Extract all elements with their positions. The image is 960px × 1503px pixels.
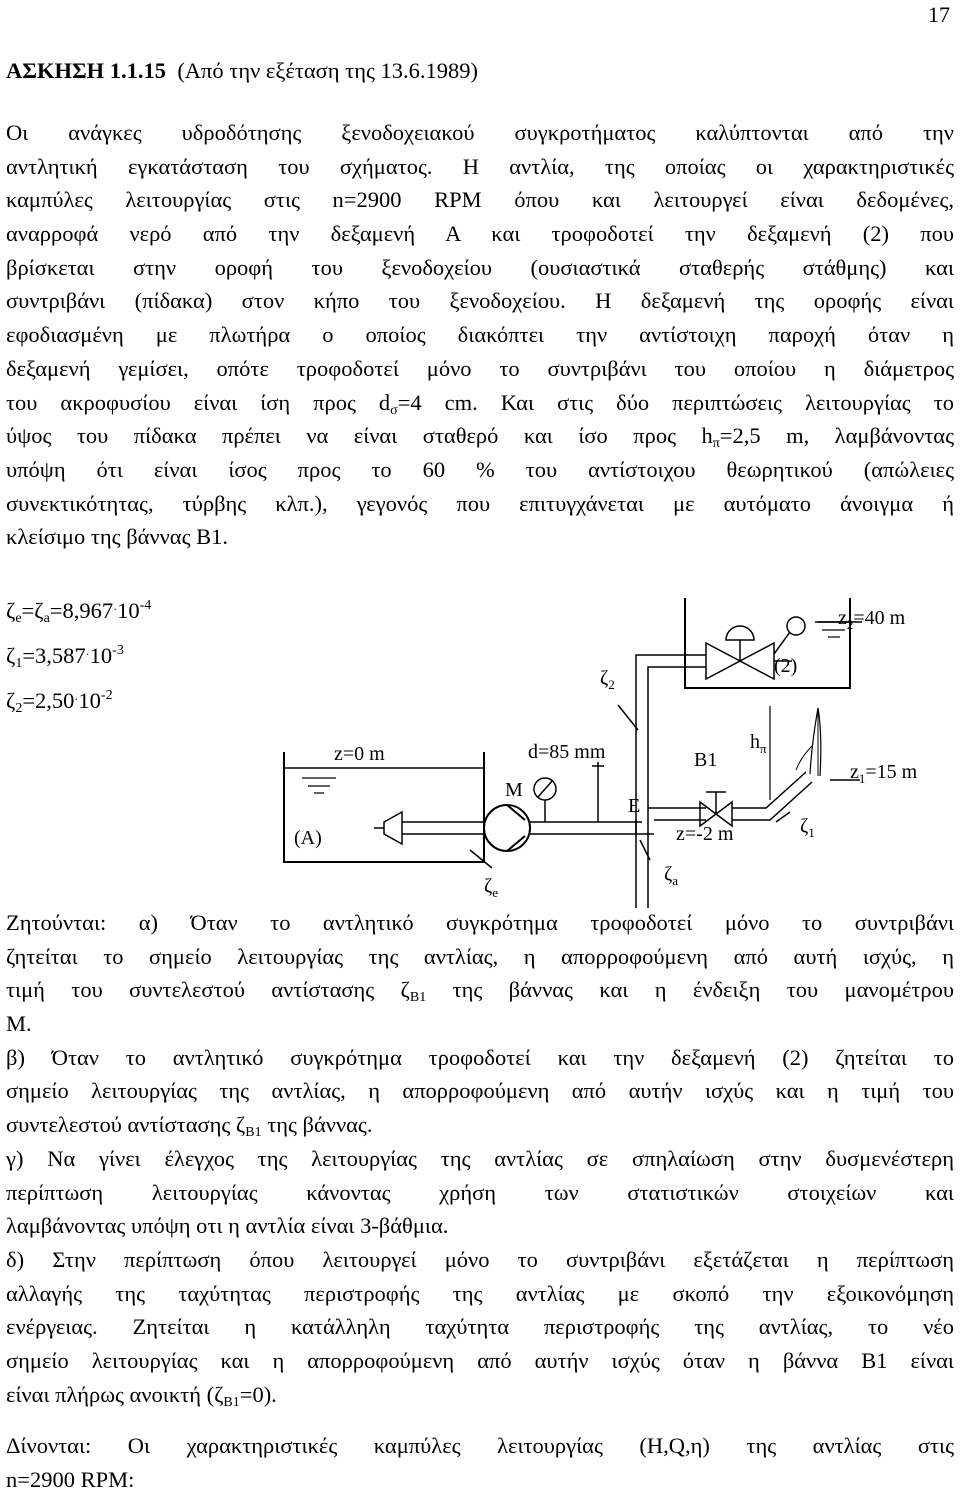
intro-line: αναρροφά νερό από την δεξαμενή Α και τροφοδοτεί την δεξαμενή (2) που	[6, 221, 954, 247]
label-z0: z=0 m	[334, 743, 385, 765]
pump	[484, 805, 530, 851]
question-line: ενέργειας. Ζητείται η κατάλληλη ταχύτητα περιστροφής της αντλίας, το νέο	[6, 1314, 954, 1340]
fountain-pipe	[732, 772, 806, 808]
label-tank-2: (2)	[774, 655, 798, 677]
roof-tank	[685, 598, 850, 688]
coef-zeta-e: $\zeta_e=\zeta_a=8,967^\cdot 10^{-4}$	[6, 598, 152, 626]
intro-line: εφοδιασμένη με πλωτήρα ο οποίος διακόπτει την αντίστοιχη παροχή όταν η	[6, 322, 954, 348]
question-line: δ) Στην περίπτωση όπου λειτουργεί μόνο το συντριβάνι εξετάζεται η περίπτωση	[6, 1246, 954, 1272]
coef-zeta-2: $\zeta_2=2,50^\cdot 10^{-2}$	[6, 688, 113, 716]
question-line: n=2900 RPM:	[6, 1467, 135, 1492]
question-line: είναι πλήρως ανοικτή $(\zeta_{B1}=0)$.	[6, 1381, 277, 1410]
question-line: σημείο λειτουργίας της αντλίας, η απορροφούμενη από αυτήν ισχύς και η τιμή του	[6, 1078, 954, 1104]
intro-line: συνεκτικότητας, τύρβης κλπ.), γεγονός που επιτυγχάνεται με αυτόματο άνοιγμα ή	[6, 490, 954, 516]
intro-line: συντριβάνι (πίδακα) στον κήπο του ξενοδοχείου. Η δεξαμενή της οροφής είναι	[6, 288, 954, 314]
question-line: β) Όταν το αντλητικό συγκρότημα τροφοδοτεί και την δεξαμενή (2) ζητείται το	[6, 1044, 954, 1070]
label-zeta-2: $\zeta_2$	[600, 667, 615, 692]
label-h-pi: $h_\pi$	[750, 731, 767, 756]
intro-line: αντλητική εγκατάσταση του σχήματος. Η αντλία, της οποίας οι χαρακτηριστικές	[6, 153, 954, 179]
question-line: γ) Να γίνει έλεγχος της λειτουργίας της αντλίας σε σπηλαίωση στην δυσμενέστερη	[6, 1145, 954, 1171]
label-point-e: E	[628, 795, 641, 817]
intro-line: ύψος του πίδακα πρέπει να είναι σταθερό και ίσο προς $h_\pi=2,5$ m, λαμβάνοντας	[6, 423, 954, 452]
label-diameter: d=85 mm	[528, 741, 606, 763]
question-line: ζητείται το σημείο λειτουργίας της αντλίας, η απορροφούμενη από αυτή ισχύς, η	[6, 943, 954, 969]
page-number: 17	[928, 2, 950, 27]
intro-line: υπόψη ότι είναι ίσος προς το 60 % του αντίστοιχου θεωρητικού (απώλειες	[6, 456, 954, 482]
intro-line: βρίσκεται στην οροφή του ξενοδοχείου (ουσιαστικά σταθερής στάθμης) και	[6, 254, 954, 280]
intro-line: δεξαμενή γεμίσει, οπότε τροφοδοτεί μόνο το συντριβάνι του οποίου η διάμετρος	[6, 355, 954, 381]
question-line: Μ.	[6, 1011, 32, 1037]
label-zeta-e: $\zeta_e$	[484, 875, 499, 900]
question-line: σημείο λειτουργίας και η απορροφούμενη από αυτήν ισχύς όταν η βάννα Β1 είναι	[6, 1347, 954, 1373]
label-zeta-a: $\zeta_a$	[664, 863, 679, 888]
label-z-minus-2: z=-2 m	[676, 823, 734, 845]
label-zeta-1: $\zeta_1$	[800, 815, 815, 840]
question-line: Ζητούνται: α) Όταν το αντλητικό συγκρότημα τροφοδοτεί μόνο το συντριβάνι	[6, 910, 954, 935]
question-line: Δίνονται: Οι χαρακτηριστικές καμπύλες λειτουργίας (H,Q,η) της αντλίας στις	[6, 1433, 954, 1459]
coef-zeta-1: $\zeta_1=3,587^\cdot 10^{-3}$	[6, 643, 124, 671]
label-tank-a: (A)	[294, 827, 322, 849]
question-line: τιμή του συντελεστού αντίστασης $\zeta_{B1}$ της βάννας και η ένδειξη του μανομέτρου	[6, 977, 954, 1006]
question-line: αλλαγής της ταχύτητας περιστροφής της αντλίας με σκοπό την εξοικονόμηση	[6, 1280, 954, 1306]
question-line: περίπτωση λειτουργίας κάνοντας χρήση των στατιστικών στοιχείων και	[6, 1179, 954, 1205]
label-gauge-m: M	[505, 779, 523, 801]
intro-line: Οι ανάγκες υδροδότησης ξενοδοχειακού συγκροτήματος καλύπτονται από την	[6, 120, 954, 145]
label-z1: $z_1=15$ m	[850, 761, 918, 786]
label-valve-b1: B1	[694, 749, 718, 771]
valve-b1	[700, 792, 732, 826]
label-z2: $z_2=40$ m	[838, 607, 906, 632]
exercise-label: ΑΣΚΗΣΗ 1.1.15	[6, 58, 167, 83]
intro-line: κλείσιμο της βάννας Β1.	[6, 524, 229, 550]
exercise-source: (Από την εξέταση της 13.6.1989)	[177, 58, 479, 83]
question-line: συντελεστού αντίστασης $\zeta_{B1}$ της βάννας.	[6, 1112, 373, 1141]
questions	[6, 906, 954, 1497]
intro-line: καμπύλες λειτουργίας στις n=2900 RPM όπου και λειτουργεί είναι δεδομένες,	[6, 187, 954, 213]
question-line: λαμβάνοντας υπόψη οτι η αντλία είναι 3-βάθμια.	[6, 1213, 449, 1239]
fountain-jet	[810, 708, 821, 776]
intro-line: του ακροφυσίου είναι ίση προς $d_\sigma=4$ cm. Και στις δύο περιπτώσεις λειτουργίας το	[6, 389, 954, 418]
